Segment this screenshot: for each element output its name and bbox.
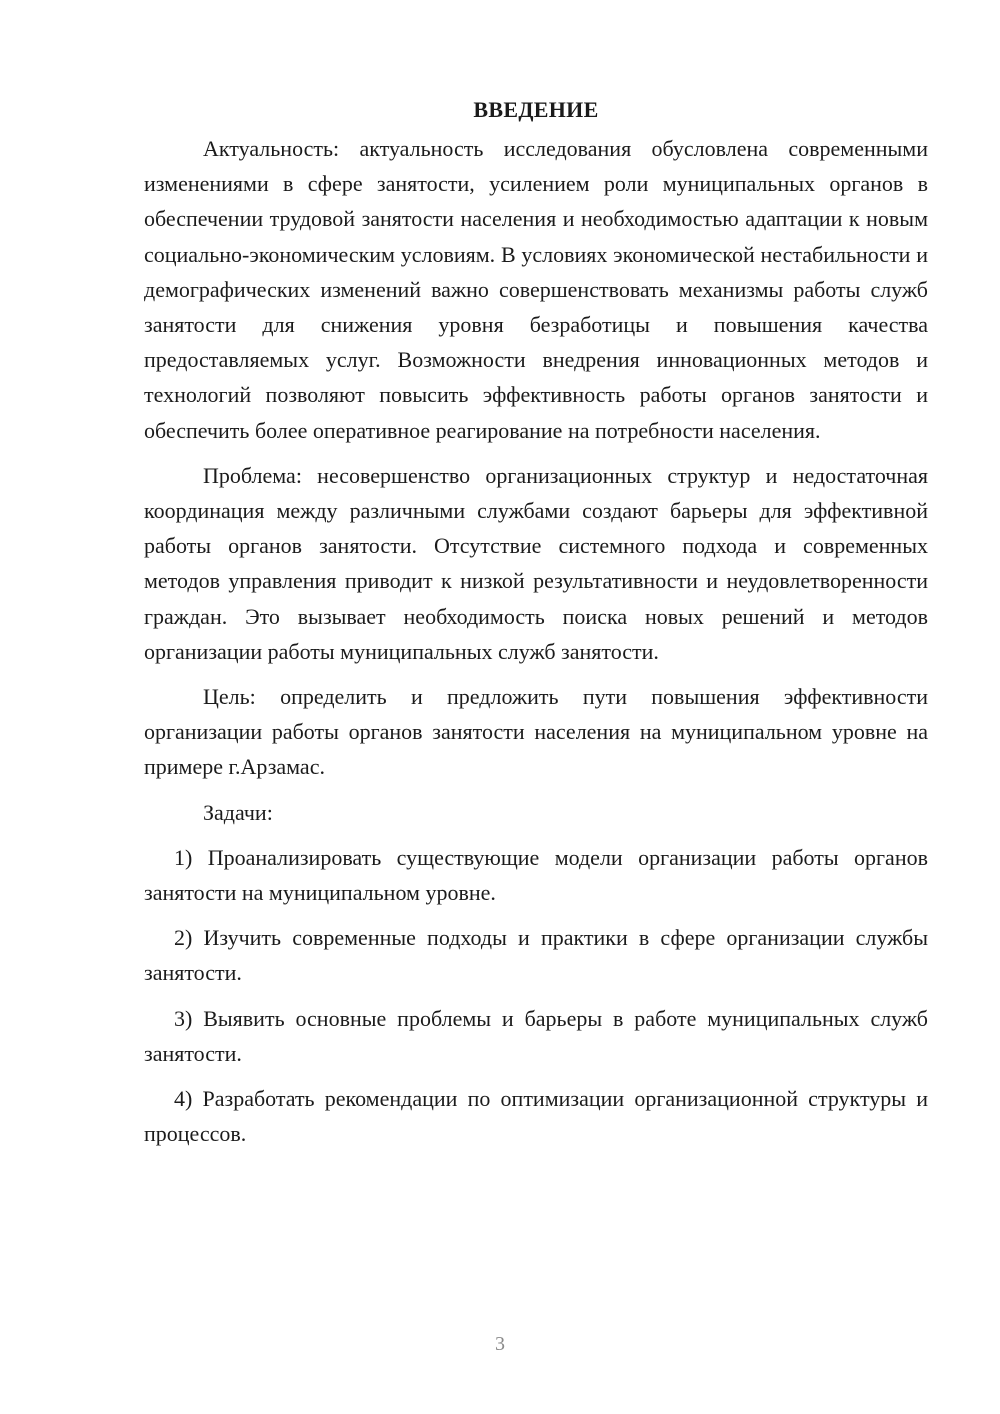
paragraph-gap (144, 448, 928, 458)
goal-paragraph: Цель: определить и предложить пути повышения эффективности организации работы органов занятости населения на муниципальном уровне на примере г.Арзамас. (144, 684, 928, 780)
page-title: ВВЕДЕНИЕ (473, 97, 599, 122)
relevance-paragraph: Актуальность: актуальность исследования обусловлена современными изменениями в сфере занятости, усилением роли муниципальных органов в обеспечении трудовой занятости населения и необходимостью адаптации к новым социально-экономическим условиям. В условиях экономической нестабильности и демографических изменений важно совершенствовать механизмы работы служб занятости для снижения уровня безработицы и повышения качества предоставляемых услуг. Возможности внедрения инновационных методов и технологий позволяют повысить эффективность работы органов занятости и обеспечить более оперативное реагирование на потребности населения. (144, 136, 928, 443)
paragraph-gap (144, 669, 928, 679)
task-item-4: 4) Разработать рекомендации по оптимизации организационной структуры и процессов. (144, 1086, 928, 1147)
paragraph-gap (144, 1071, 928, 1081)
task-item-2: 2) Изучить современные подходы и практики в сфере организации службы занятости. (144, 925, 928, 986)
page-number: 3 (495, 1333, 505, 1355)
problem-paragraph: Проблема: несовершенство организационных структур и недостаточная координация между различными службами создают барьеры для эффективной работы органов занятости. Отсутствие системного подхода и современных методов управления приводит к низкой результативности и неудовлетворенности граждан. Это вызывает необходимость поиска новых решений и методов организации работы муниципальных служб занятости. (144, 462, 928, 664)
tasks-heading: Задачи: (203, 799, 273, 825)
paragraph-gap (144, 991, 928, 1001)
task-item-3: 3) Выявить основные проблемы и барьеры в работе муниципальных служб занятости. (144, 1005, 928, 1066)
task-item-1: 1) Проанализировать существующие модели организации работы органов занятости на муниципальном уровне. (144, 844, 928, 906)
document-page (144, 92, 928, 1151)
paragraph-gap (144, 785, 928, 795)
paragraph-gap (144, 830, 928, 840)
paragraph-gap (144, 910, 928, 920)
